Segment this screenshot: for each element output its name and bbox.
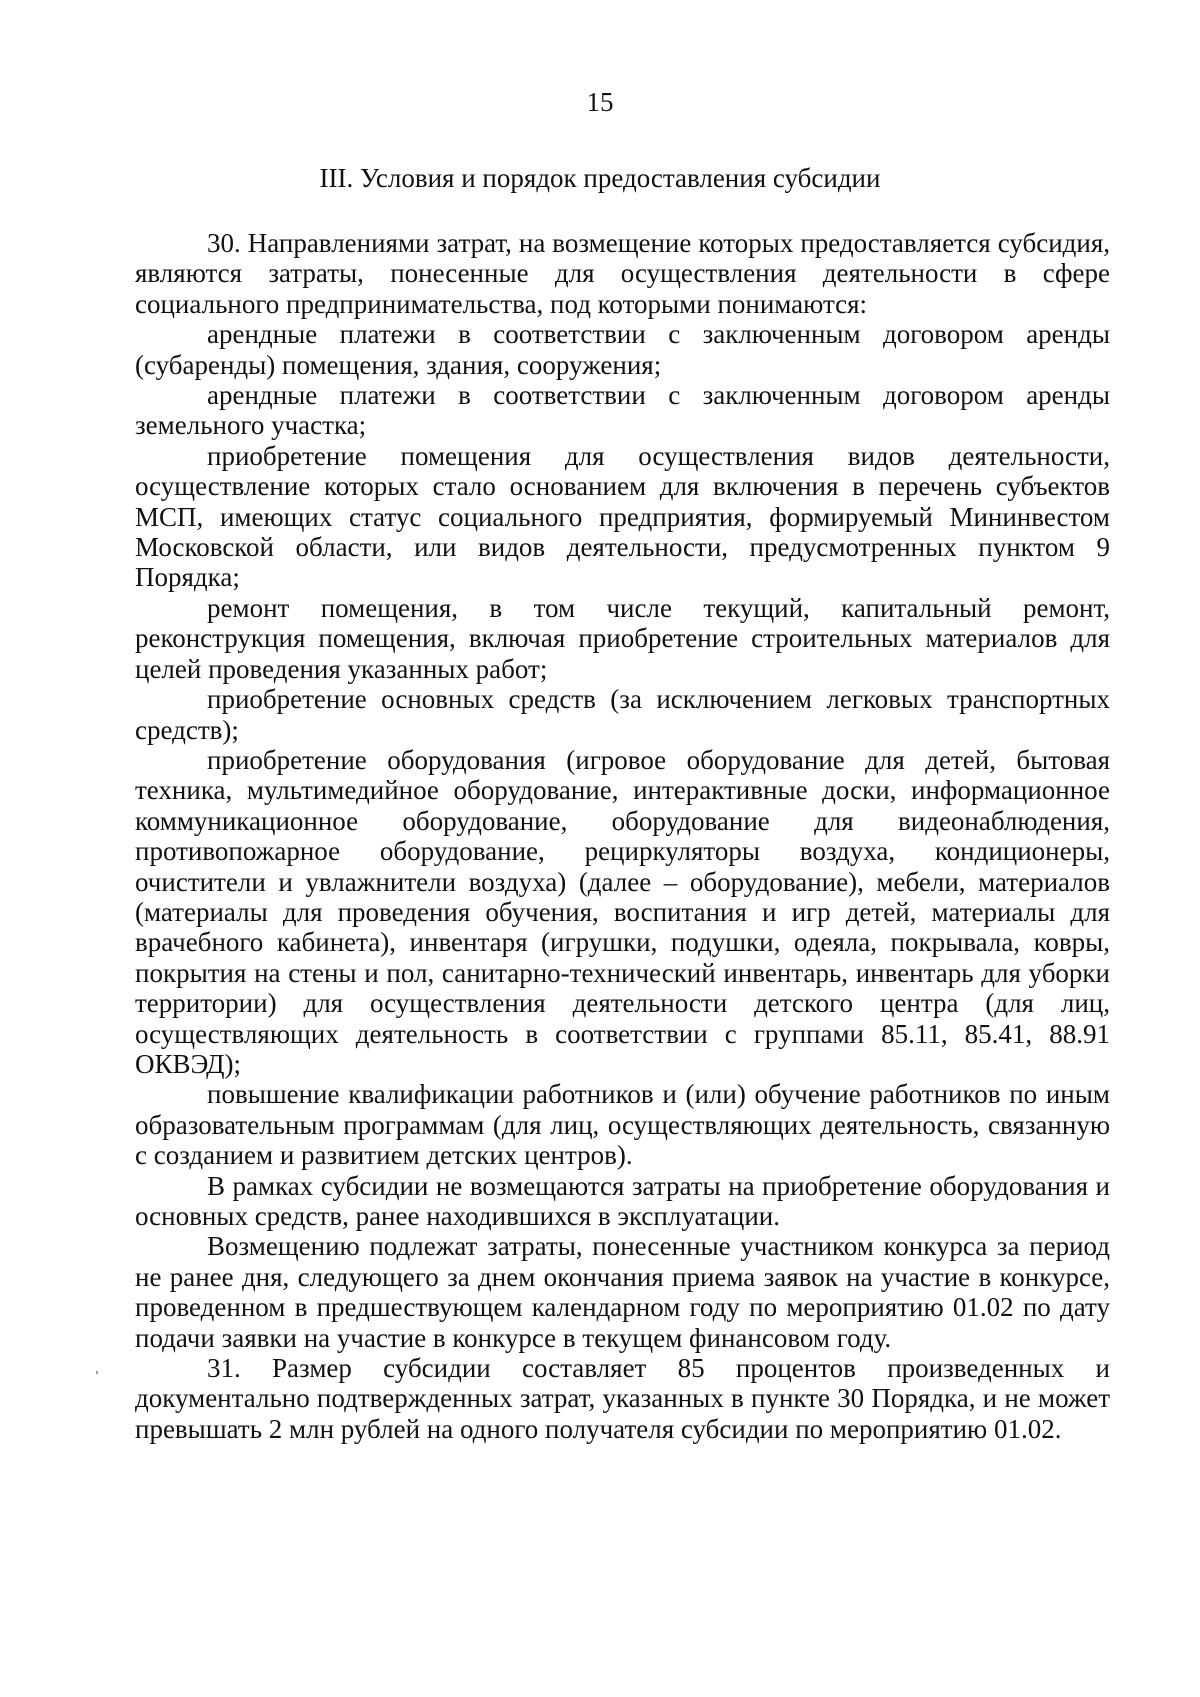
paragraph-30-intro: 30. Направлениями затрат, на возмещение которых предоставляется субсидия, являются затраты, понесенные для осуществления деятельности в сфере социального предпринимательства, под которыми понимаются: (135, 228, 1110, 319)
paragraph-equipment: приобретение оборудования (игровое оборудование для детей, бытовая техника, мультимедийное оборудование, интерактивные доски, информационное коммуникационное оборудование, оборудование для видеонаблюдения, противопожарное оборудование, рециркуляторы воздуха, кондиционеры, очистители и увлажнители воздуха) (далее – оборудование), мебели, материалов (материалы для проведения обучения, воспитания и игр детей, материалы для врачебного кабинета), инвентаря (игрушки, подушки, одеяла, покрывала, ковры, покрытия на стены и пол, санитарно-технический инвентарь, инвентарь для уборки территории) для осуществления деятельности детского центра (для лиц, осуществляющих деятельность в соответствии с группами 85.11, 85.41, 88.91 ОКВЭД); (135, 744, 1110, 1079)
paragraph-31-amount: 31. Размер субсидии составляет 85 процентов произведенных и документально подтвержденных затрат, указанных в пункте 30 Порядка, и не может превышать 2 млн рублей на одного получателя субсидии по мероприятию 01.02. (135, 1353, 1110, 1444)
page-number: 15 (586, 87, 614, 117)
paragraph-rent-premises: арендные платежи в соответствии с заключенным договором аренды (субаренды) помещения, здания, сооружения; (135, 319, 1110, 380)
paragraph-repair: ремонт помещения, в том числе текущий, капитальный ремонт, реконструкция помещения, включая приобретение строительных материалов для целей проведения указанных работ; (135, 592, 1110, 684)
paragraph-training: повышение квалификации работников и (или) обучение работников по иным образовательным программам (для лиц, осуществляющих деятельность, связанную с созданием и развитием детских центров). (135, 1079, 1110, 1171)
paragraph-period: Возмещению подлежат затраты, понесенные участником конкурса за период не ранее дня, следующего за днем окончания приема заявок на участие в конкурсе, проведенном в предшествующем календарном году по мероприятию 01.02 по дату подачи заявки на участие в конкурсе в текущем финансовом году. (135, 1231, 1110, 1353)
document-body (135, 228, 1110, 1444)
paragraph-premises-purchase: приобретение помещения для осуществления видов деятельности, осуществление которых стало основанием для включения в перечень субъектов МСП, имеющих статус социального предприятия, формируемый Мининвестом Московской области, или видов деятельности, предусмотренных пунктом 9 Порядка; (135, 440, 1110, 593)
scan-speck (96, 1371, 98, 1374)
paragraph-exclusions: В рамках субсидии не возмещаются затраты на приобретение оборудования и основных средств, ранее находившихся в эксплуатации. (135, 1170, 1110, 1231)
paragraph-rent-land: арендные платежи в соответствии с заключенным договором аренды земельного участка; (135, 380, 1110, 441)
paragraph-fixed-assets: приобретение основных средств (за исключением легковых транспортных средств); (135, 684, 1110, 745)
section-title: III. Условия и порядок предоставления субсидии (319, 163, 881, 193)
